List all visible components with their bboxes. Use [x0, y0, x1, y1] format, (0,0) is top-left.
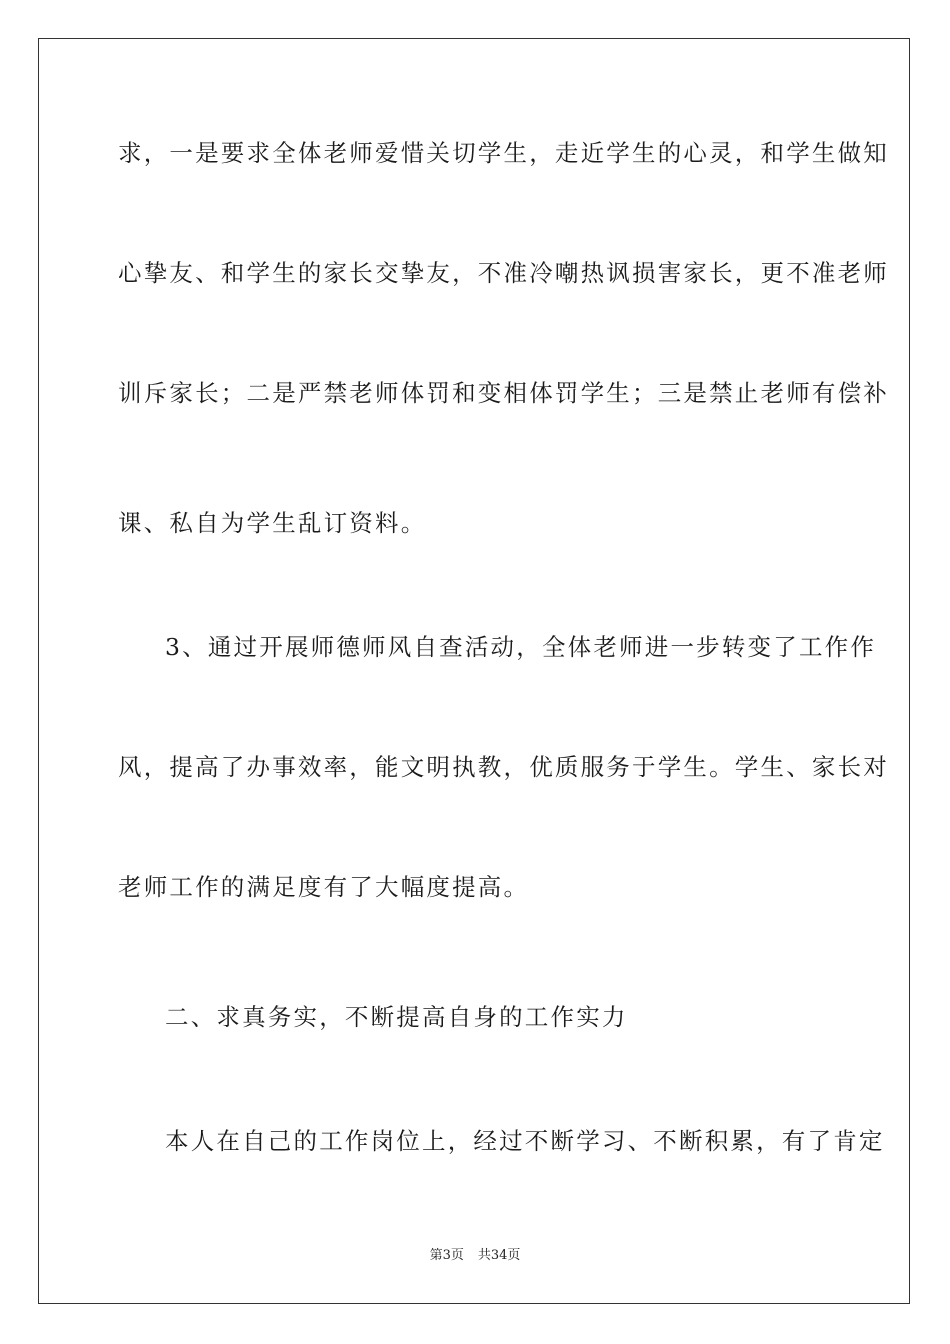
- page-number: 第3页: [429, 1248, 464, 1263]
- body-text-line: 心挚友、和学生的家长交挚友，不准冷嘲热讽损害家长，更不准老师: [118, 259, 889, 287]
- body-text-line: 老师工作的满足度有了大幅度提高。: [118, 873, 530, 901]
- body-text-line: 训斥家长；二是严禁老师体罚和变相体罚学生；三是禁止老师有偿补: [118, 379, 889, 407]
- body-text-line: 风，提高了办事效率，能文明执教，优质服务于学生。学生、家长对: [118, 753, 889, 781]
- total-pages: 共34页: [477, 1248, 521, 1263]
- section-heading: 二、求真务实，不断提高自身的工作实力: [165, 1003, 628, 1031]
- paragraph-first-line: 本人在自己的工作岗位上，经过不断学习、不断积累，有了肯定: [165, 1127, 885, 1155]
- body-text-line: 课、私自为学生乱订资料。: [118, 509, 427, 537]
- body-text-line: 求，一是要求全体老师爱惜关切学生，走近学生的心灵，和学生做知: [118, 139, 889, 167]
- page-border: [38, 38, 910, 1304]
- page-footer: [0, 1247, 950, 1265]
- paragraph-first-line: 3、通过开展师德师风自查活动，全体老师进一步转变了工作作: [165, 633, 877, 661]
